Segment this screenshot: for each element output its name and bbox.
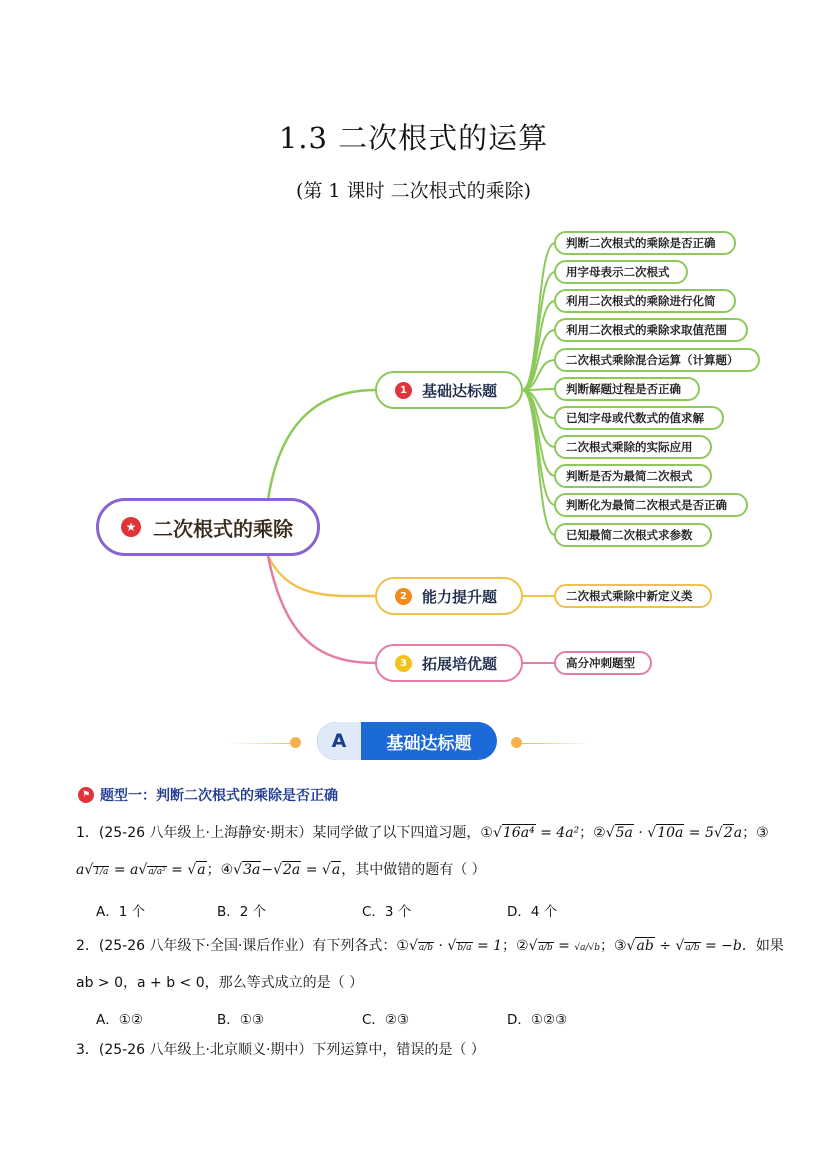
leaf-node: 已知最简二次根式求参数 — [554, 523, 712, 547]
question-2-line-2: ab > 0，a + b < 0，那么等式成立的是（ ） — [76, 975, 364, 991]
branch-advanced — [375, 577, 523, 615]
section-label: 基础达标题 — [386, 733, 472, 754]
question-3-line-1: 3．(25-26 八年级上·北京顺义·期中）下列运算中，错误的是（ ） — [76, 1042, 485, 1058]
question-type-label: 判断二次根式的乘除是否正确 — [156, 788, 338, 804]
branch-extension-label: 拓展培优题 — [422, 654, 498, 673]
section-dot-left — [290, 737, 301, 748]
question-2-option-b[interactable]: B．①③ — [217, 1012, 264, 1028]
question-2-stem-end: ．如果 — [741, 938, 784, 954]
question-2-line-1: 2．(25-26 八年级下·全国·课后作业）有下列各式：①√a/b · √b/a = 1；②√a/b = √a/√b；③√ab ÷ √a/b = −b．如果 — [76, 938, 784, 954]
question-type-prefix: 题型一： — [100, 788, 156, 804]
branch-basic-label: 基础达标题 — [422, 381, 498, 400]
question-1-stem-end: ，其中做错的题有（ ） — [341, 862, 486, 878]
leaf-node: 判断是否为最简二次根式 — [554, 464, 712, 488]
question-2-stem: 2．(25-26 八年级下·全国·课后作业）有下列各式：① — [76, 938, 409, 954]
question-1-option-a[interactable]: A．1 个 — [96, 904, 146, 920]
branch-basic — [375, 371, 523, 409]
number-3-badge-icon: 3 — [395, 655, 412, 672]
section-header — [317, 722, 497, 760]
leaf-node: 判断二次根式的乘除是否正确 — [554, 231, 736, 255]
leaf-node: 判断化为最简二次根式是否正确 — [554, 493, 748, 517]
section-letter: A — [317, 722, 361, 760]
leaf-node: 已知字母或代数式的值求解 — [554, 406, 724, 430]
branch-advanced-label: 能力提升题 — [422, 587, 498, 606]
flag-icon: ⚑ — [78, 787, 94, 803]
question-type-heading — [78, 785, 338, 805]
leaf-node: 二次根式乘除的实际应用 — [554, 435, 712, 459]
leaf-node: 判断解题过程是否正确 — [554, 377, 700, 401]
branch-extension — [375, 644, 523, 682]
number-1-badge-icon: 1 — [395, 382, 412, 399]
leaf-node: 二次根式乘除中新定义类 — [554, 584, 712, 608]
question-1-option-b[interactable]: B．2 个 — [217, 904, 267, 920]
mindmap-root — [96, 498, 320, 556]
page-subtitle: (第 1 课时 二次根式的乘除) — [295, 180, 532, 202]
question-1-line-2: a√1/a = a√a/a² = √a；④√3a−√2a = √a，其中做错的题有（ ） — [76, 862, 486, 878]
mindmap-root-label: 二次根式的乘除 — [153, 516, 293, 541]
leaf-node: 用字母表示二次根式 — [554, 260, 688, 284]
number-2-badge-icon: 2 — [395, 588, 412, 605]
question-2-option-a[interactable]: A．①② — [96, 1012, 143, 1028]
question-2-option-d[interactable]: D．①②③ — [507, 1012, 568, 1028]
page-title: 1.3 二次根式的运算 — [278, 121, 549, 155]
section-divider-right — [520, 743, 590, 744]
star-badge-icon: ★ — [121, 517, 141, 537]
question-2-option-c[interactable]: C．②③ — [362, 1012, 410, 1028]
leaf-node: 高分冲刺题型 — [554, 651, 652, 675]
question-1-option-d[interactable]: D．4 个 — [507, 904, 558, 920]
question-1-line-1: 1．(25-26 八年级上·上海静安·期末）某同学做了以下四道习题，①√16a⁴ = 4a²；②√5a · √10a = 5√2a；③ — [76, 825, 769, 841]
question-1-option-c[interactable]: C．3 个 — [362, 904, 412, 920]
leaf-node: 利用二次根式的乘除求取值范围 — [554, 318, 748, 342]
question-1-stem: 1．(25-26 八年级上·上海静安·期末）某同学做了以下四道习题，① — [76, 825, 493, 841]
leaf-node: 利用二次根式的乘除进行化简 — [554, 289, 736, 313]
leaf-node: 二次根式乘除混合运算（计算题） — [554, 348, 760, 372]
